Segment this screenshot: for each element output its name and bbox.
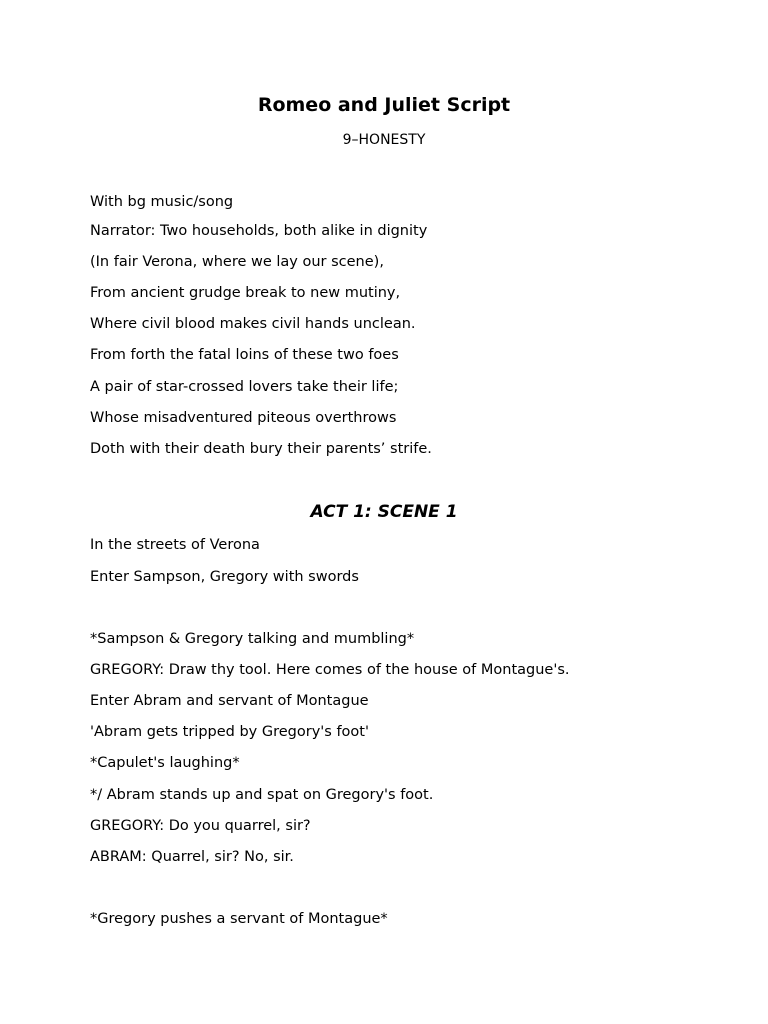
scene-line: 'Abram gets tripped by Gregory's foot': [90, 724, 369, 740]
prologue-line: From forth the fatal loins of these two foes: [90, 347, 399, 363]
prologue-line: A pair of star-crossed lovers take their life;: [90, 379, 399, 395]
scene-line: GREGORY: Do you quarrel, sir?: [90, 818, 311, 834]
prologue-line: Where civil blood makes civil hands unclean.: [90, 316, 416, 332]
scene-line: GREGORY: Draw thy tool. Here comes of the house of Montague's.: [90, 662, 570, 678]
prologue-line: From ancient grudge break to new mutiny,: [90, 285, 401, 301]
act-heading: ACT 1: SCENE 1: [310, 502, 458, 522]
document-subtitle: 9–HONESTY: [342, 132, 426, 148]
closing-line: *Gregory pushes a servant of Montague*: [90, 911, 388, 927]
scene-line: ABRAM: Quarrel, sir? No, sir.: [90, 849, 294, 865]
prologue-line: With bg music/song: [90, 194, 234, 210]
prologue-line: Whose misadventured piteous overthrows: [90, 410, 397, 426]
scene-line: *Capulet's laughing*: [90, 755, 240, 771]
scene-intro-line: Enter Sampson, Gregory with swords: [90, 569, 359, 585]
scene-line: Enter Abram and servant of Montague: [90, 693, 369, 709]
prologue-line: Narrator: Two households, both alike in dignity: [90, 223, 428, 239]
scene-intro-line: In the streets of Verona: [90, 537, 260, 553]
scene-line: *Sampson & Gregory talking and mumbling*: [90, 631, 415, 647]
scene-line: */ Abram stands up and spat on Gregory's foot.: [90, 787, 434, 803]
document-title: Romeo and Juliet Script: [257, 94, 511, 116]
prologue-line: (In fair Verona, where we lay our scene),: [90, 254, 384, 270]
prologue-line: Doth with their death bury their parents’ strife.: [90, 441, 432, 457]
